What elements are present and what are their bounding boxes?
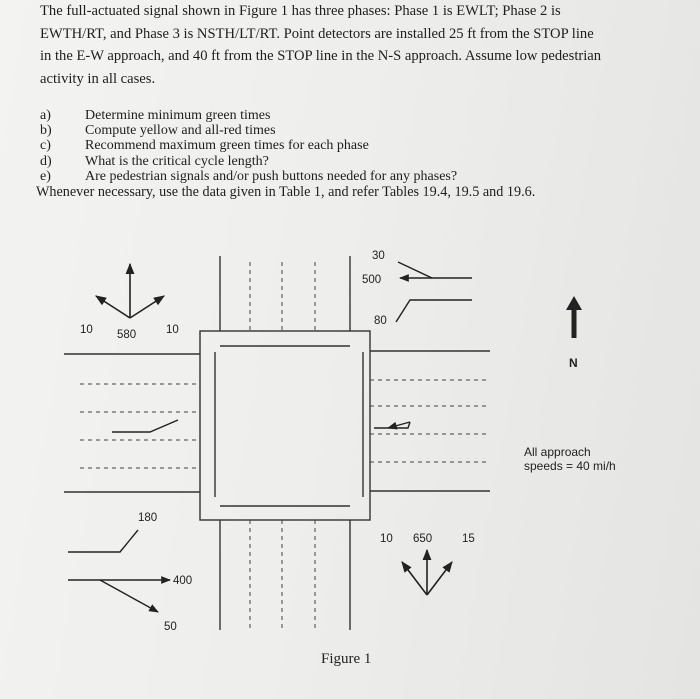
problem-line-1: The full-actuated signal shown in Figure 1 has three phases: Phase 1 is EWLT; Phase 2 is [40,3,561,19]
footer-instruction: Whenever necessary, use the data given in Table 1, and refer Tables 19.4, 19.5 and 19.6. [36,184,536,200]
problem-line-2: EWTH/RT, and Phase 3 is NSTH/LT/RT. Point detectors are installed 25 ft from the STOP line [40,25,594,42]
question-a: a) Determine minimum green times [40,108,271,123]
question-e: e) Are pedestrian signals and/or push buttons needed for any phases? [40,169,458,184]
question-c: c) Recommend maximum green times for each phase [40,138,369,153]
nb-left-volume: 10 [380,533,393,545]
wb-through-volume: 500 [362,274,382,286]
problem-line-4: activity in all cases. [40,70,156,87]
sb-through-volume: 580 [117,329,137,341]
nb-through-volume: 650 [413,533,433,545]
wb-left-volume: 80 [374,315,387,327]
northbound-arrows [402,550,452,595]
eastbound-arrows [68,420,178,612]
sb-left-volume: 10 [80,324,93,336]
eb-left-volume: 180 [138,512,158,524]
nb-right-volume: 15 [462,533,475,545]
wb-right-volume: 30 [372,250,385,262]
question-d: d) What is the critical cycle length? [40,154,269,169]
sb-right-volume: 10 [166,324,179,336]
westbound-arrows [374,262,472,428]
approach-speed-note: All approach speeds = 40 mi/h [524,445,616,473]
north-arrow-icon [566,296,582,338]
eb-through-volume: 400 [173,575,193,587]
north-label: N [569,356,578,370]
question-b: b) Compute yellow and all-red times [40,123,276,138]
eb-right-volume: 50 [164,621,177,633]
southbound-arrows [96,264,164,318]
problem-line-3: in the E-W approach, and 40 ft from the STOP line in the N-S approach. Assume low pedestrian [40,48,602,64]
road-edges [64,256,490,630]
figure-caption: Figure 1 [321,651,372,667]
